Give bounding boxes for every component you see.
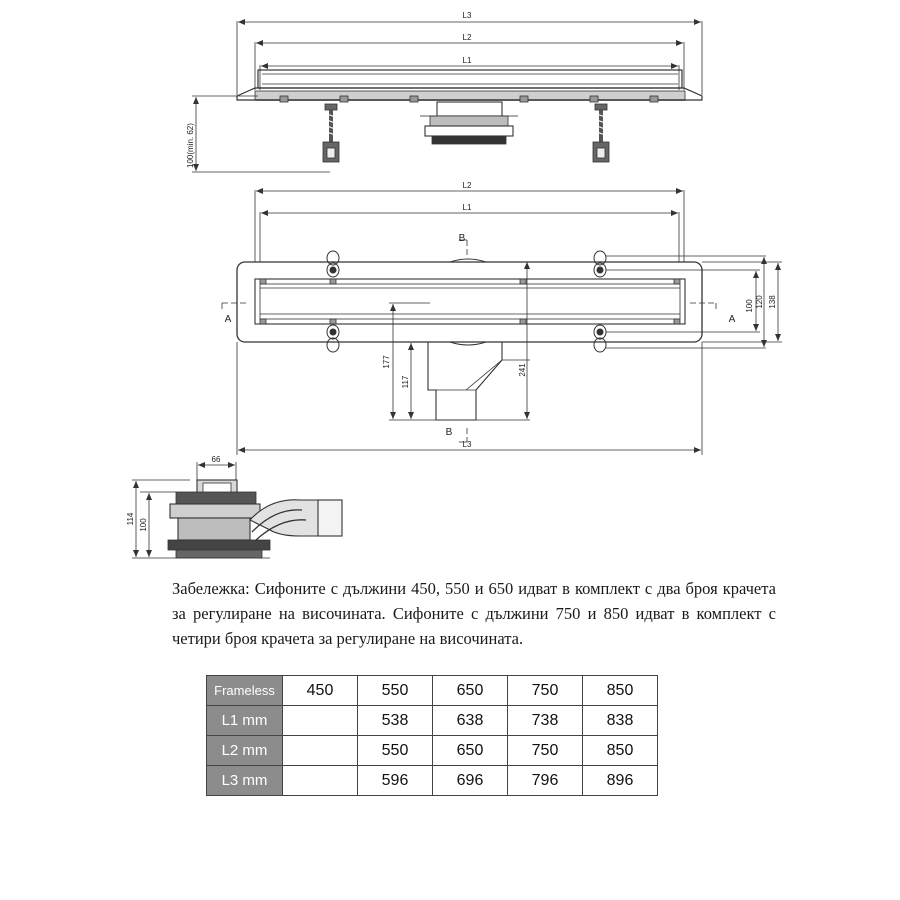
table-row (207, 766, 658, 796)
table-cell: 638 (433, 706, 508, 736)
table-cell (283, 736, 358, 766)
table-cell: 596 (358, 766, 433, 796)
section-B-top: B (458, 233, 466, 244)
front-elevation-view (192, 21, 702, 172)
row-label: L3 mm (207, 766, 283, 796)
dimensions-table (206, 675, 658, 796)
table-cell: 750 (508, 736, 583, 766)
section-B-bottom: B (445, 427, 453, 438)
dim-66: 66 (211, 455, 221, 464)
dim-120: 120 (755, 295, 764, 309)
table-row (207, 706, 658, 736)
dim-177: 177 (382, 355, 391, 369)
table-cell: 850 (583, 736, 658, 766)
dim-117: 117 (401, 375, 410, 389)
table-cell: 550 (358, 736, 433, 766)
dim-L2-top: L2 (462, 33, 472, 42)
section-labels (225, 233, 736, 438)
table-cell: 750 (508, 676, 583, 706)
section-A-right: A (728, 314, 736, 325)
dim-241: 241 (518, 363, 527, 377)
dim-L2-plan: L2 (462, 181, 472, 190)
table-cell: 896 (583, 766, 658, 796)
dim-138: 138 (768, 295, 777, 309)
table-cell: 850 (583, 676, 658, 706)
table-header-label: Frameless (207, 676, 283, 706)
row-label: L1 mm (207, 706, 283, 736)
dim-L1-top: L1 (462, 56, 472, 65)
plan-view (222, 190, 782, 455)
table-cell: 796 (508, 766, 583, 796)
table-cell: 550 (358, 676, 433, 706)
table-cell: 738 (508, 706, 583, 736)
dim-L3-plan: L3 (462, 440, 472, 449)
section-A-left: A (224, 314, 232, 325)
installation-note: Забележка: Сифоните с дължини 450, 550 и 650 идват в комплект с два броя крачета за регулиране на височината. Сифоните с дължини 750 и 850 идват в комплект с четири броя крачета за регулиране на височината. (172, 579, 776, 648)
dim-100: 100 (745, 299, 754, 313)
dim-114: 114 (126, 512, 135, 526)
table-cell: 696 (433, 766, 508, 796)
dim-L3-top: L3 (462, 11, 472, 20)
table-cell: 650 (433, 736, 508, 766)
dim-100-side: 100 (139, 518, 148, 532)
dim-L1-plan: L1 (462, 203, 472, 212)
table-cell: 650 (433, 676, 508, 706)
side-section-view (132, 462, 342, 558)
table-row (207, 736, 658, 766)
table-cell: 538 (358, 706, 433, 736)
table-cell: 450 (283, 676, 358, 706)
dim-height-min: 100(min. 62) (186, 123, 195, 168)
row-label: L2 mm (207, 736, 283, 766)
table-cell (283, 706, 358, 736)
table-header-row (207, 676, 658, 706)
table-cell (283, 766, 358, 796)
table-cell: 838 (583, 706, 658, 736)
